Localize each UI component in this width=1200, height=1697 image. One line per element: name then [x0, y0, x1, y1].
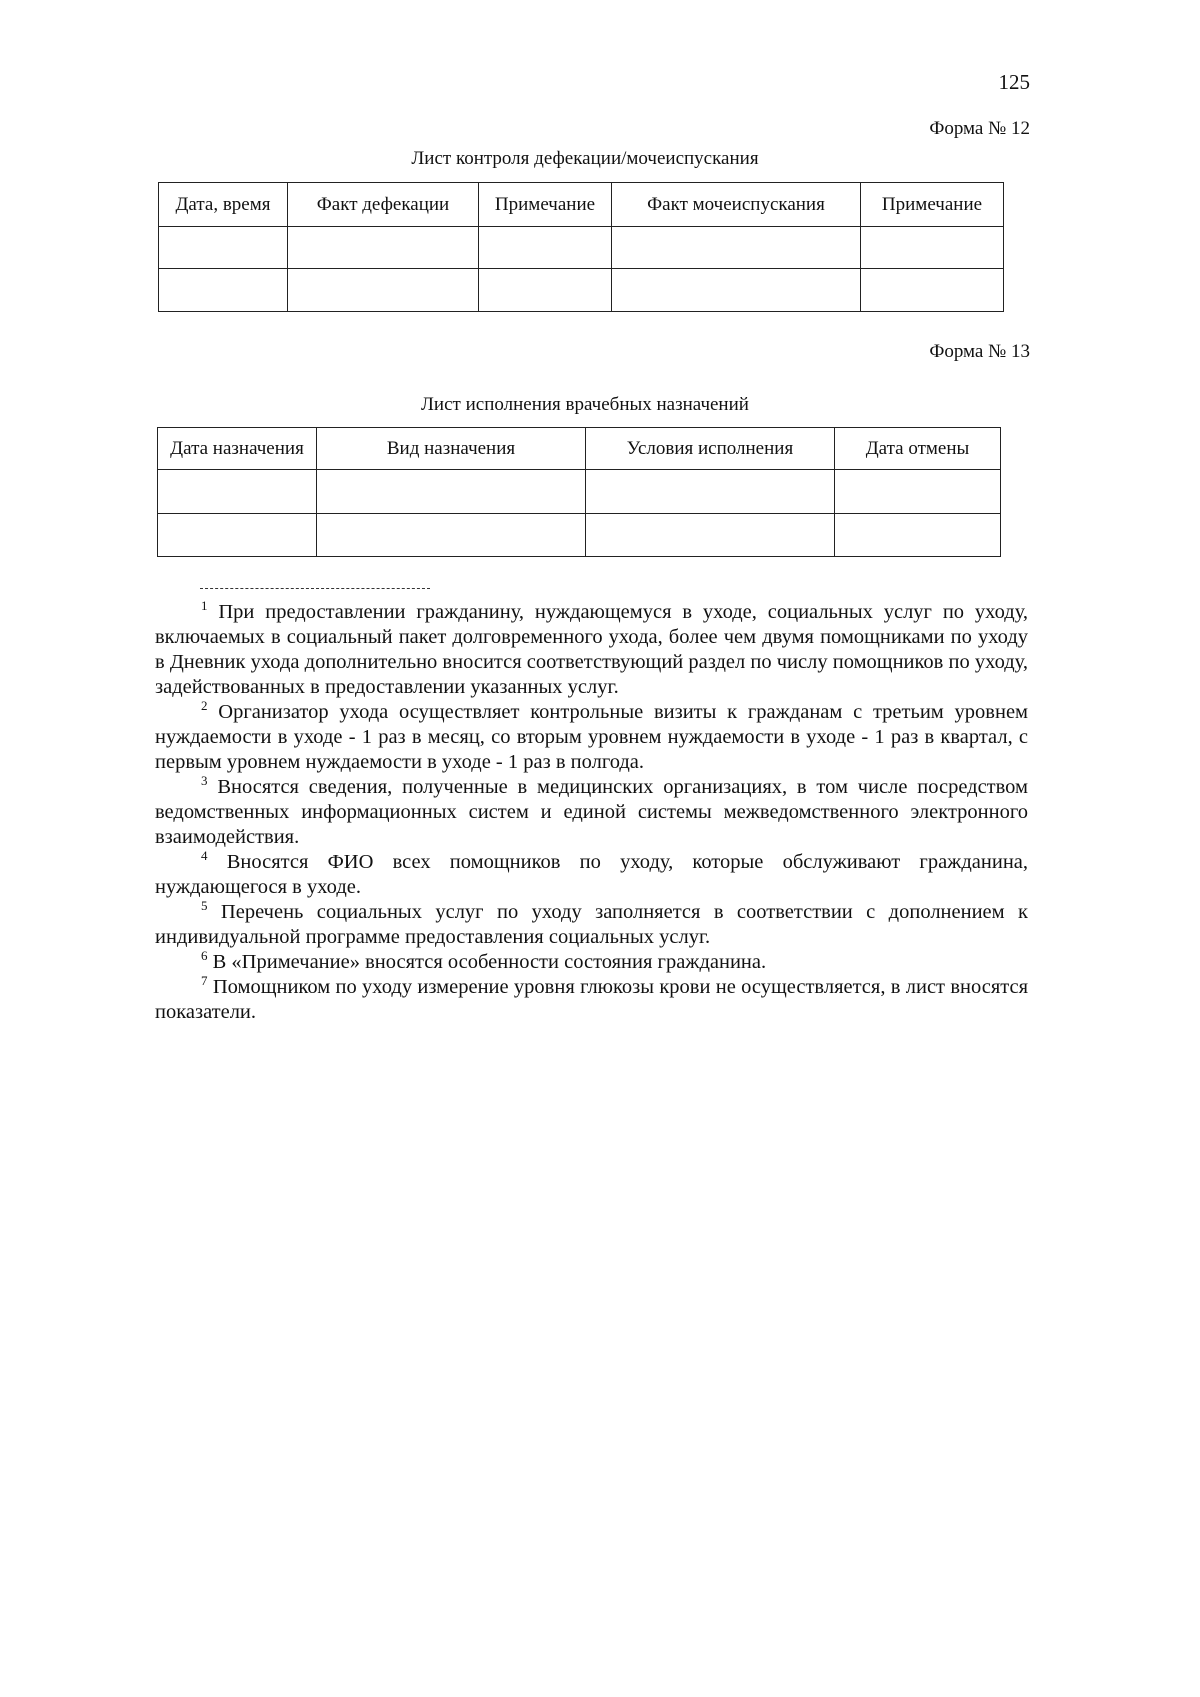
table-row [158, 470, 1001, 514]
page-number: 125 [998, 70, 1030, 94]
table-cell[interactable] [158, 514, 317, 557]
footnote-number: 3 [201, 773, 208, 788]
footnote-number: 7 [201, 973, 208, 988]
table-cell[interactable] [479, 227, 612, 269]
column-header: Дата отмены [835, 428, 1001, 470]
form-12-label: Форма № 12 [929, 118, 1030, 139]
footnote-text: Вносятся сведения, полученные в медицинских организациях, в том числе посредством ведомственных информационных систем и единой системы межведомственного электронного взаимодействия. [155, 776, 1029, 848]
footnote [155, 775, 1028, 850]
table-header-row [159, 183, 1004, 227]
form-12-table [158, 182, 1004, 312]
table-row [159, 269, 1004, 312]
table-cell[interactable] [835, 514, 1001, 557]
footnote [155, 900, 1028, 950]
table-cell[interactable] [586, 514, 835, 557]
column-header: Примечание [861, 183, 1004, 227]
column-header: Дата, время [159, 183, 288, 227]
form-12-title: Лист контроля дефекации/мочеиспускания [411, 148, 759, 169]
column-header: Условия исполнения [586, 428, 835, 470]
footnote-text: В «Примечание» вносятся особенности состояния гражданина. [212, 951, 767, 973]
footnote-text: Организатор ухода осуществляет контрольные визиты к гражданам с третьим уровнем нуждаемости в уходе - 1 раз в месяц, со вторым уровнем нуждаемости в уходе - 1 раз в квартал, с первым уровнем нуждаемости в уходе - 1 раз в полгода. [155, 701, 1029, 773]
table-cell[interactable] [158, 470, 317, 514]
footnote-text: При предоставлении гражданину, нуждающемуся в уходе, социальных услуг по уходу, включаемых в социальный пакет долговременного ухода, более чем двумя помощниками по уходу в Дневник ухода дополнительно вносится соответствующий раздел по числу помощников по уходу, задействованных в предоставлении указанных услуг. [155, 601, 1029, 698]
footnote [155, 950, 1028, 975]
footnote [155, 975, 1028, 1025]
table-header-row [158, 428, 1001, 470]
table-cell[interactable] [612, 269, 861, 312]
form-13-label: Форма № 13 [929, 341, 1030, 362]
footnotes [155, 600, 1028, 1025]
form-13-table [157, 427, 1001, 557]
footnote [155, 600, 1028, 700]
footnote-number: 4 [201, 848, 208, 863]
column-header: Примечание [479, 183, 612, 227]
table-row [158, 514, 1001, 557]
table-cell[interactable] [612, 227, 861, 269]
column-header: Факт дефекации [288, 183, 479, 227]
table-cell[interactable] [159, 227, 288, 269]
footnote-number: 2 [201, 698, 208, 713]
footnote-number: 6 [201, 948, 208, 963]
footnote-number: 1 [201, 598, 208, 613]
footnote-text: Помощником по уходу измерение уровня глюкозы крови не осуществляется, в лист вносятся показатели. [155, 976, 1028, 1023]
table-cell[interactable] [317, 514, 586, 557]
column-header: Дата назначения [158, 428, 317, 470]
table-cell[interactable] [288, 269, 479, 312]
table-cell[interactable] [317, 470, 586, 514]
table-cell[interactable] [159, 269, 288, 312]
table-cell[interactable] [288, 227, 479, 269]
footnote [155, 700, 1028, 775]
footnote-text: Вносятся ФИО всех помощников по уходу, которые обслуживают гражданина, нуждающегося в уходе. [155, 851, 1029, 898]
footnote [155, 850, 1028, 900]
footnote-separator [200, 588, 430, 589]
column-header: Вид назначения [317, 428, 586, 470]
table-cell[interactable] [835, 470, 1001, 514]
table-cell[interactable] [861, 269, 1004, 312]
table-cell[interactable] [861, 227, 1004, 269]
table-cell[interactable] [479, 269, 612, 312]
footnote-text: Перечень социальных услуг по уходу заполняется в соответствии с дополнением к индивидуальной программе предоставления социальных услуг. [155, 901, 1028, 948]
form-13-title: Лист исполнения врачебных назначений [421, 394, 749, 415]
table-cell[interactable] [586, 470, 835, 514]
footnote-number: 5 [201, 898, 208, 913]
table-row [159, 227, 1004, 269]
column-header: Факт мочеиспускания [612, 183, 861, 227]
